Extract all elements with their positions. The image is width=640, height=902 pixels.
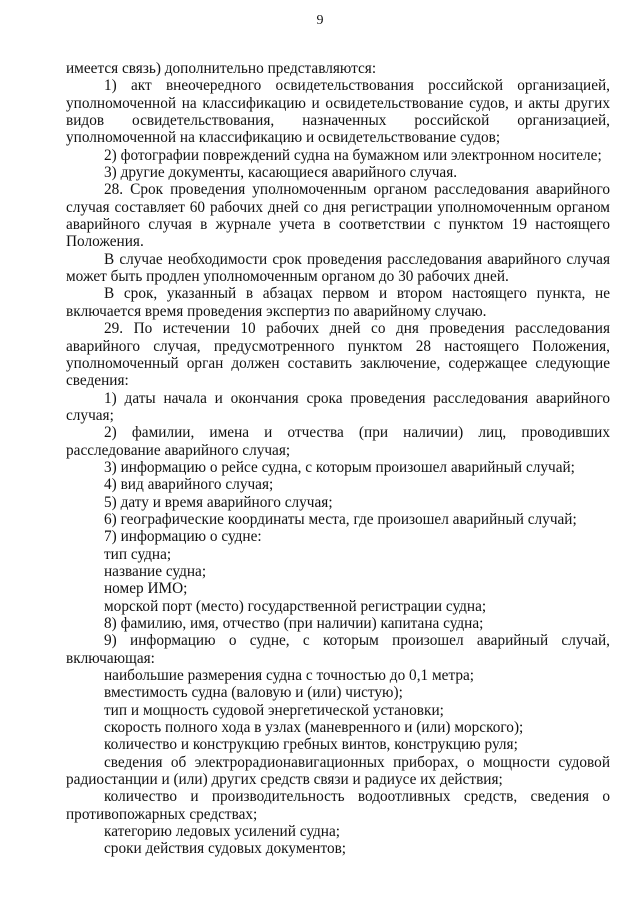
sub-item-dimensions: наибольшие размерения судна с точностью до 0,1 метра; — [104, 667, 475, 685]
clause-28-extension: В случае необходимости срок проведения расследования аварийного случая может быть продлен уполномоченным органом до 30 рабочих дней. — [66, 250, 610, 286]
sub-item-documents-validity: сроки действия судовых документов; — [104, 840, 347, 858]
paragraph-continuation: имеется связь) дополнительно представляются: — [66, 60, 377, 77]
sub-item-vessel-name: название судна; — [104, 562, 207, 580]
sub-item-speed: скорость полного хода в узлах (маневренного и (или) морского); — [104, 719, 524, 737]
list-item-1: 1) даты начала и окончания срока проведения расследования аварийного случая; — [66, 389, 610, 424]
list-item-1: 1) акт внеочередного освидетельствования российской организацией, уполномоченной на классификацию и освидетельствование судов, и акты других видов освидетельствования, назначенных российской организацией, уполномоченной на классификацию и освидетельствование судов; — [66, 77, 610, 147]
clause-29: 29. По истечении 10 рабочих дней со дня проведения расследования аварийного случая, предусмотренного пунктом 28 настоящего Положения, уполномоченный орган должен составить заключение, содержащее следующие сведения: — [66, 320, 610, 390]
list-item-7: 7) информацию о судне: — [104, 528, 262, 546]
list-item-9: 9) информацию о судне, с которым произошел аварийный случай, включающая: — [66, 632, 610, 667]
list-item-3: 3) другие документы, касающиеся аварийного случая. — [104, 164, 458, 182]
clause-28-exclusion: В срок, указанный в абзацах первом и втором настоящего пункта, не включается время проведения экспертиз по аварийному случаю. — [66, 285, 610, 320]
page-number: 9 — [316, 13, 324, 28]
sub-item-vessel-type: тип судна; — [104, 545, 172, 563]
list-item-3: 3) информацию о рейсе судна, с которым произошел аварийный случай; — [104, 458, 575, 476]
list-item-2: 2) фотографии повреждений судна на бумажном или электронном носителе; — [104, 146, 602, 164]
clause-28: 28. Срок проведения уполномоченным органом расследования аварийного случая составляет 60 рабочих дней со дня регистрации уполномоченным органом аварийного случая в журнале учета в соответствии с пунктом 19 настоящего Положения. — [66, 181, 610, 251]
sub-item-power-plant: тип и мощность судовой энергетической установки; — [104, 701, 444, 719]
sub-item-registry-port: морской порт (место) государственной регистрации судна; — [104, 597, 487, 615]
document-body — [66, 60, 610, 858]
list-item-2: 2) фамилии, имена и отчества (при наличии) лиц, проводивших расследование аварийного случая; — [66, 424, 610, 459]
list-item-6: 6) географические координаты места, где произошел аварийный случай; — [104, 510, 577, 528]
list-item-8: 8) фамилию, имя, отчество (при наличии) капитана судна; — [104, 615, 484, 632]
list-item-5: 5) дату и время аварийного случая; — [104, 493, 333, 511]
sub-item-drainage-firefighting: количество и производительность водоотливных средств, сведения о противопожарных средствах; — [66, 788, 610, 823]
sub-item-ice-class: категорию ледовых усилений судна; — [104, 823, 341, 841]
list-item-4: 4) вид аварийного случая; — [104, 476, 274, 494]
sub-item-propellers: количество и конструкцию гребных винтов, конструкцию руля; — [104, 736, 518, 754]
sub-item-tonnage: вместимость судна (валовую и (или) чистую); — [104, 684, 403, 702]
sub-item-navigation-equipment: сведения об электрорадионавигационных приборах, о мощности судовой радиостанции и (или) других средств связи и радиусе их действия; — [66, 753, 610, 789]
sub-item-imo-number: номер ИМО; — [104, 580, 188, 598]
